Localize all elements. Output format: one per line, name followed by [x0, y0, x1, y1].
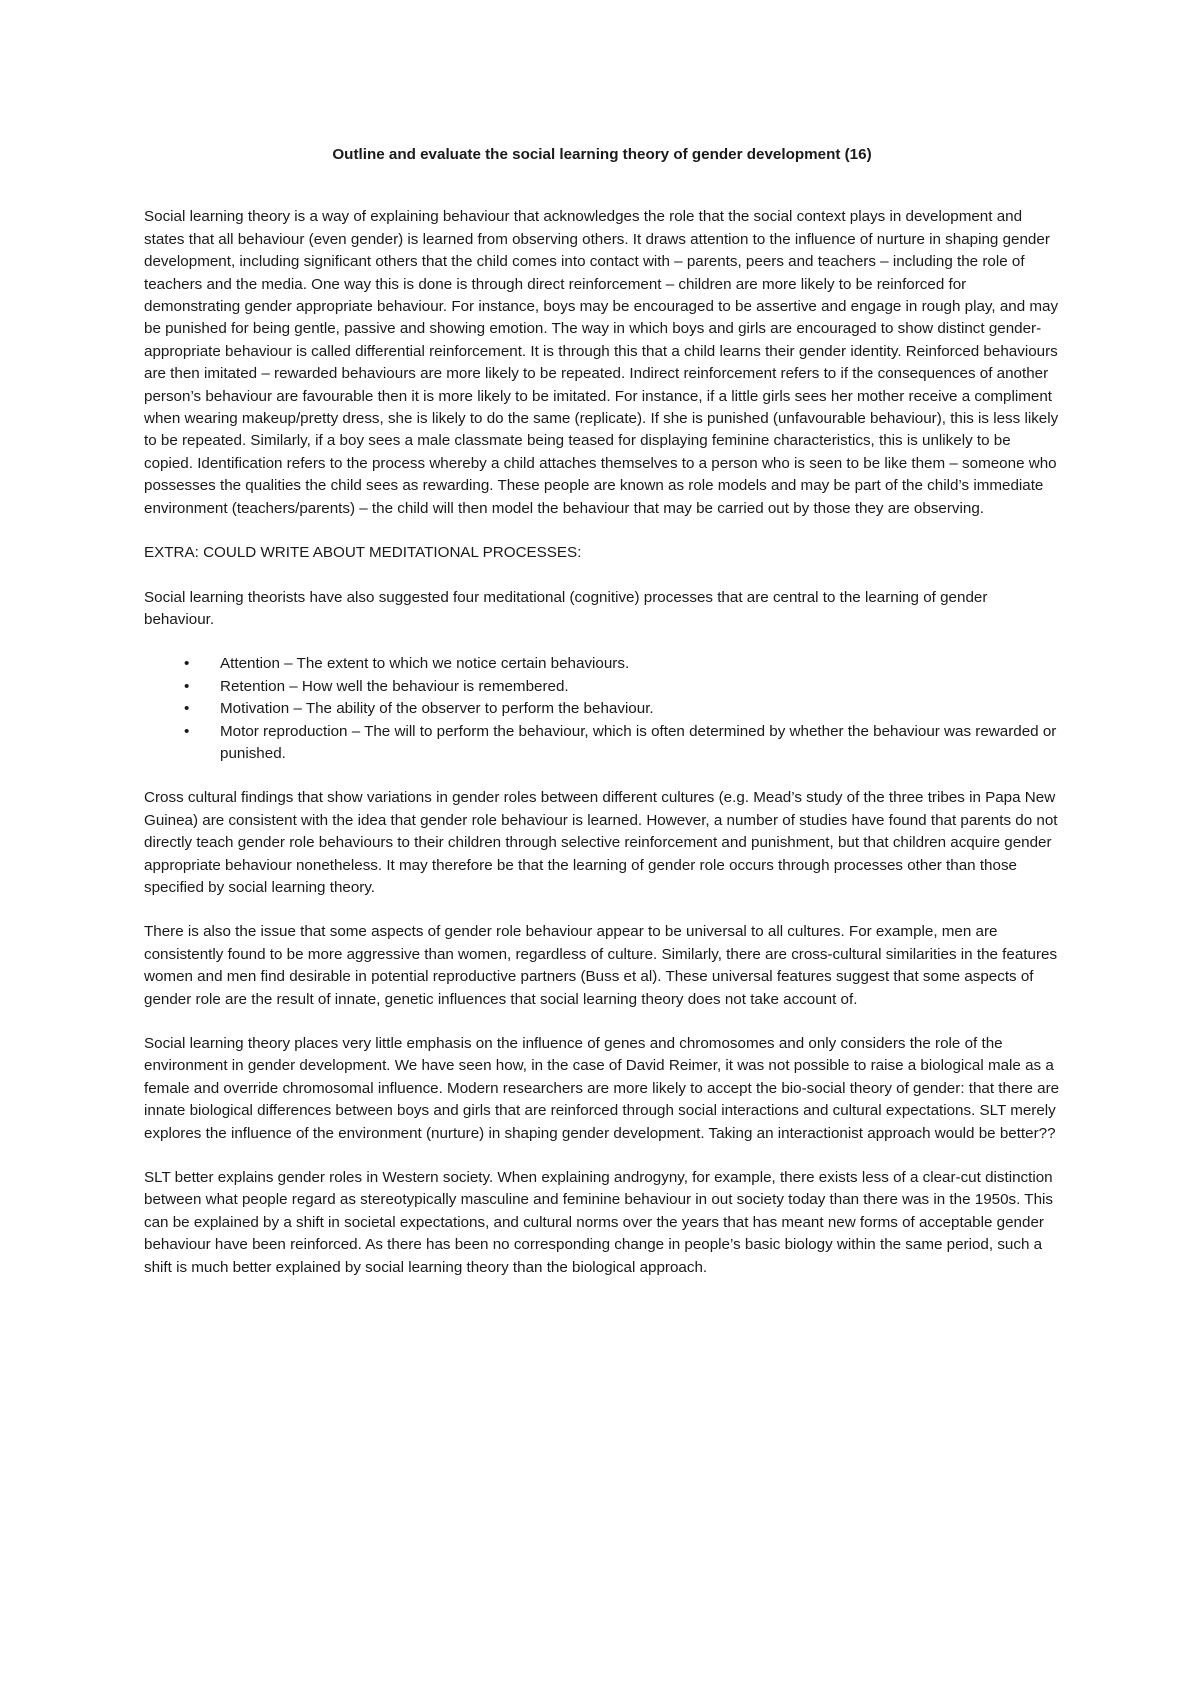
bullet-icon: •: [184, 655, 190, 673]
meditational-processes-list: [144, 653, 1060, 765]
list-item-retention: [144, 676, 1060, 698]
paragraph-cross-cultural: Cross cultural findings that show variations in gender roles between different cultures (e.g. Mead’s study of the three tribes in Papa New Guinea) are consistent with the idea that gender role behaviour is learned. However, a number of studies have found that parents do not directly teach gender role behaviours to their children through selective reinforcement and punishment, but that children acquire gender appropriate behaviour nonetheless. It may therefore be that the learning of gender role occurs through processes other than those specified by social learning theory.: [144, 789, 1058, 896]
list-item-text: Motivation – The ability of the observer to perform the behaviour.: [220, 700, 654, 718]
paragraph-universal-aspects: There is also the issue that some aspects of gender role behaviour appear to be universal to all cultures. For example, men are consistently found to be more aggressive than women, regardless of culture. Similarly, there are cross-cultural similarities in the features women and men find desirable in potential reproductive partners (Buss et al). These universal features suggest that some aspects of gender role are the result of innate, genetic influences that social learning theory does not take account of.: [144, 923, 1058, 1008]
bullet-icon: •: [184, 700, 190, 718]
paragraph-western-society: SLT better explains gender roles in Western society. When explaining androgyny, for example, there exists less of a clear-cut distinction between what people regard as stereotypically masculine and feminine behaviour in out society today than there was in the 1950s. This can be explained by a shift in societal expectations, and cultural norms over the years that has meant new forms of acceptable gender behaviour have been reinforced. As there has been no corresponding change in people’s basic biology within the same period, such a shift is much better explained by social learning theory than the biological approach.: [144, 1169, 1053, 1276]
list-item-motor-reproduction: [144, 721, 1060, 766]
paragraph-meditational-intro: Social learning theorists have also suggested four meditational (cognitive) processes that are central to the learning of gender behaviour.: [144, 588, 988, 628]
bullet-icon: •: [184, 722, 190, 740]
paragraph-biological-influence: Social learning theory places very little emphasis on the influence of genes and chromosomes and only considers the role of the environment in gender development. We have seen how, in the case of David Reimer, it was not possible to raise a biological male as a female and override chromosomal influence. Modern researchers are more likely to accept the bio-social theory of gender: that there are innate biological differences between boys and girls that are reinforced through social interactions and cultural expectations. SLT merely explores the influence of the environment (nurture) in shaping gender development. Taking an interactionist approach would be better??: [144, 1035, 1060, 1142]
list-item-attention: [144, 653, 1060, 675]
list-item-text: Retention – How well the behaviour is remembered.: [220, 677, 569, 695]
essay-title: Outline and evaluate the social learning theory of gender development (16): [332, 146, 872, 163]
bullet-icon: •: [184, 677, 190, 695]
list-item-text: Attention – The extent to which we notice certain behaviours.: [220, 655, 630, 673]
list-item-motivation: [144, 698, 1060, 720]
paragraph-extra-note: EXTRA: COULD WRITE ABOUT MEDITATIONAL PROCESSES:: [144, 544, 582, 562]
list-item-text: Motor reproduction – The will to perform the behaviour, which is often determined by whether the behaviour was rewarded or punished.: [220, 722, 1057, 762]
document-body: [144, 144, 1060, 1301]
paragraph-slt-overview: Social learning theory is a way of explaining behaviour that acknowledges the role that the social context plays in development and states that all behaviour (even gender) is learned from observing others. It draws attention to the influence of nurture in shaping gender development, including significant others that the child comes into contact with – parents, peers and teachers – including the role of teachers and the media. One way this is done is through direct reinforcement – children are more likely to be reinforced for demonstrating gender appropriate behaviour. For instance, boys may be encouraged to be assertive and engage in rough play, and may be punished for being gentle, passive and showing emotion. The way in which boys and girls are encouraged to show distinct gender-appropriate behaviour is called differential reinforcement. It is through this that a child learns their gender identity. Reinforced behaviours are then imitated – rewarded behaviours are more likely to be repeated. Indirect reinforcement refers to if the consequences of another person’s behaviour are favourable then it is more likely to be imitated. For instance, if a little girls sees her mother receive a compliment when wearing makeup/pretty dress, she is likely to do the same (replicate). If she is punished (unfavourable behaviour), this is less likely to be repeated. Similarly, if a boy sees a male classmate being teased for displaying feminine characteristics, this is unlikely to be copied. Identification refers to the process whereby a child attaches themselves to a person who is seen to be like them – someone who possesses the qualities the child sees as rewarding. These people are known as role models and may be part of the child’s immediate environment (teachers/parents) – the child will then model the behaviour that may be carried out by those they are observing.: [144, 208, 1059, 517]
